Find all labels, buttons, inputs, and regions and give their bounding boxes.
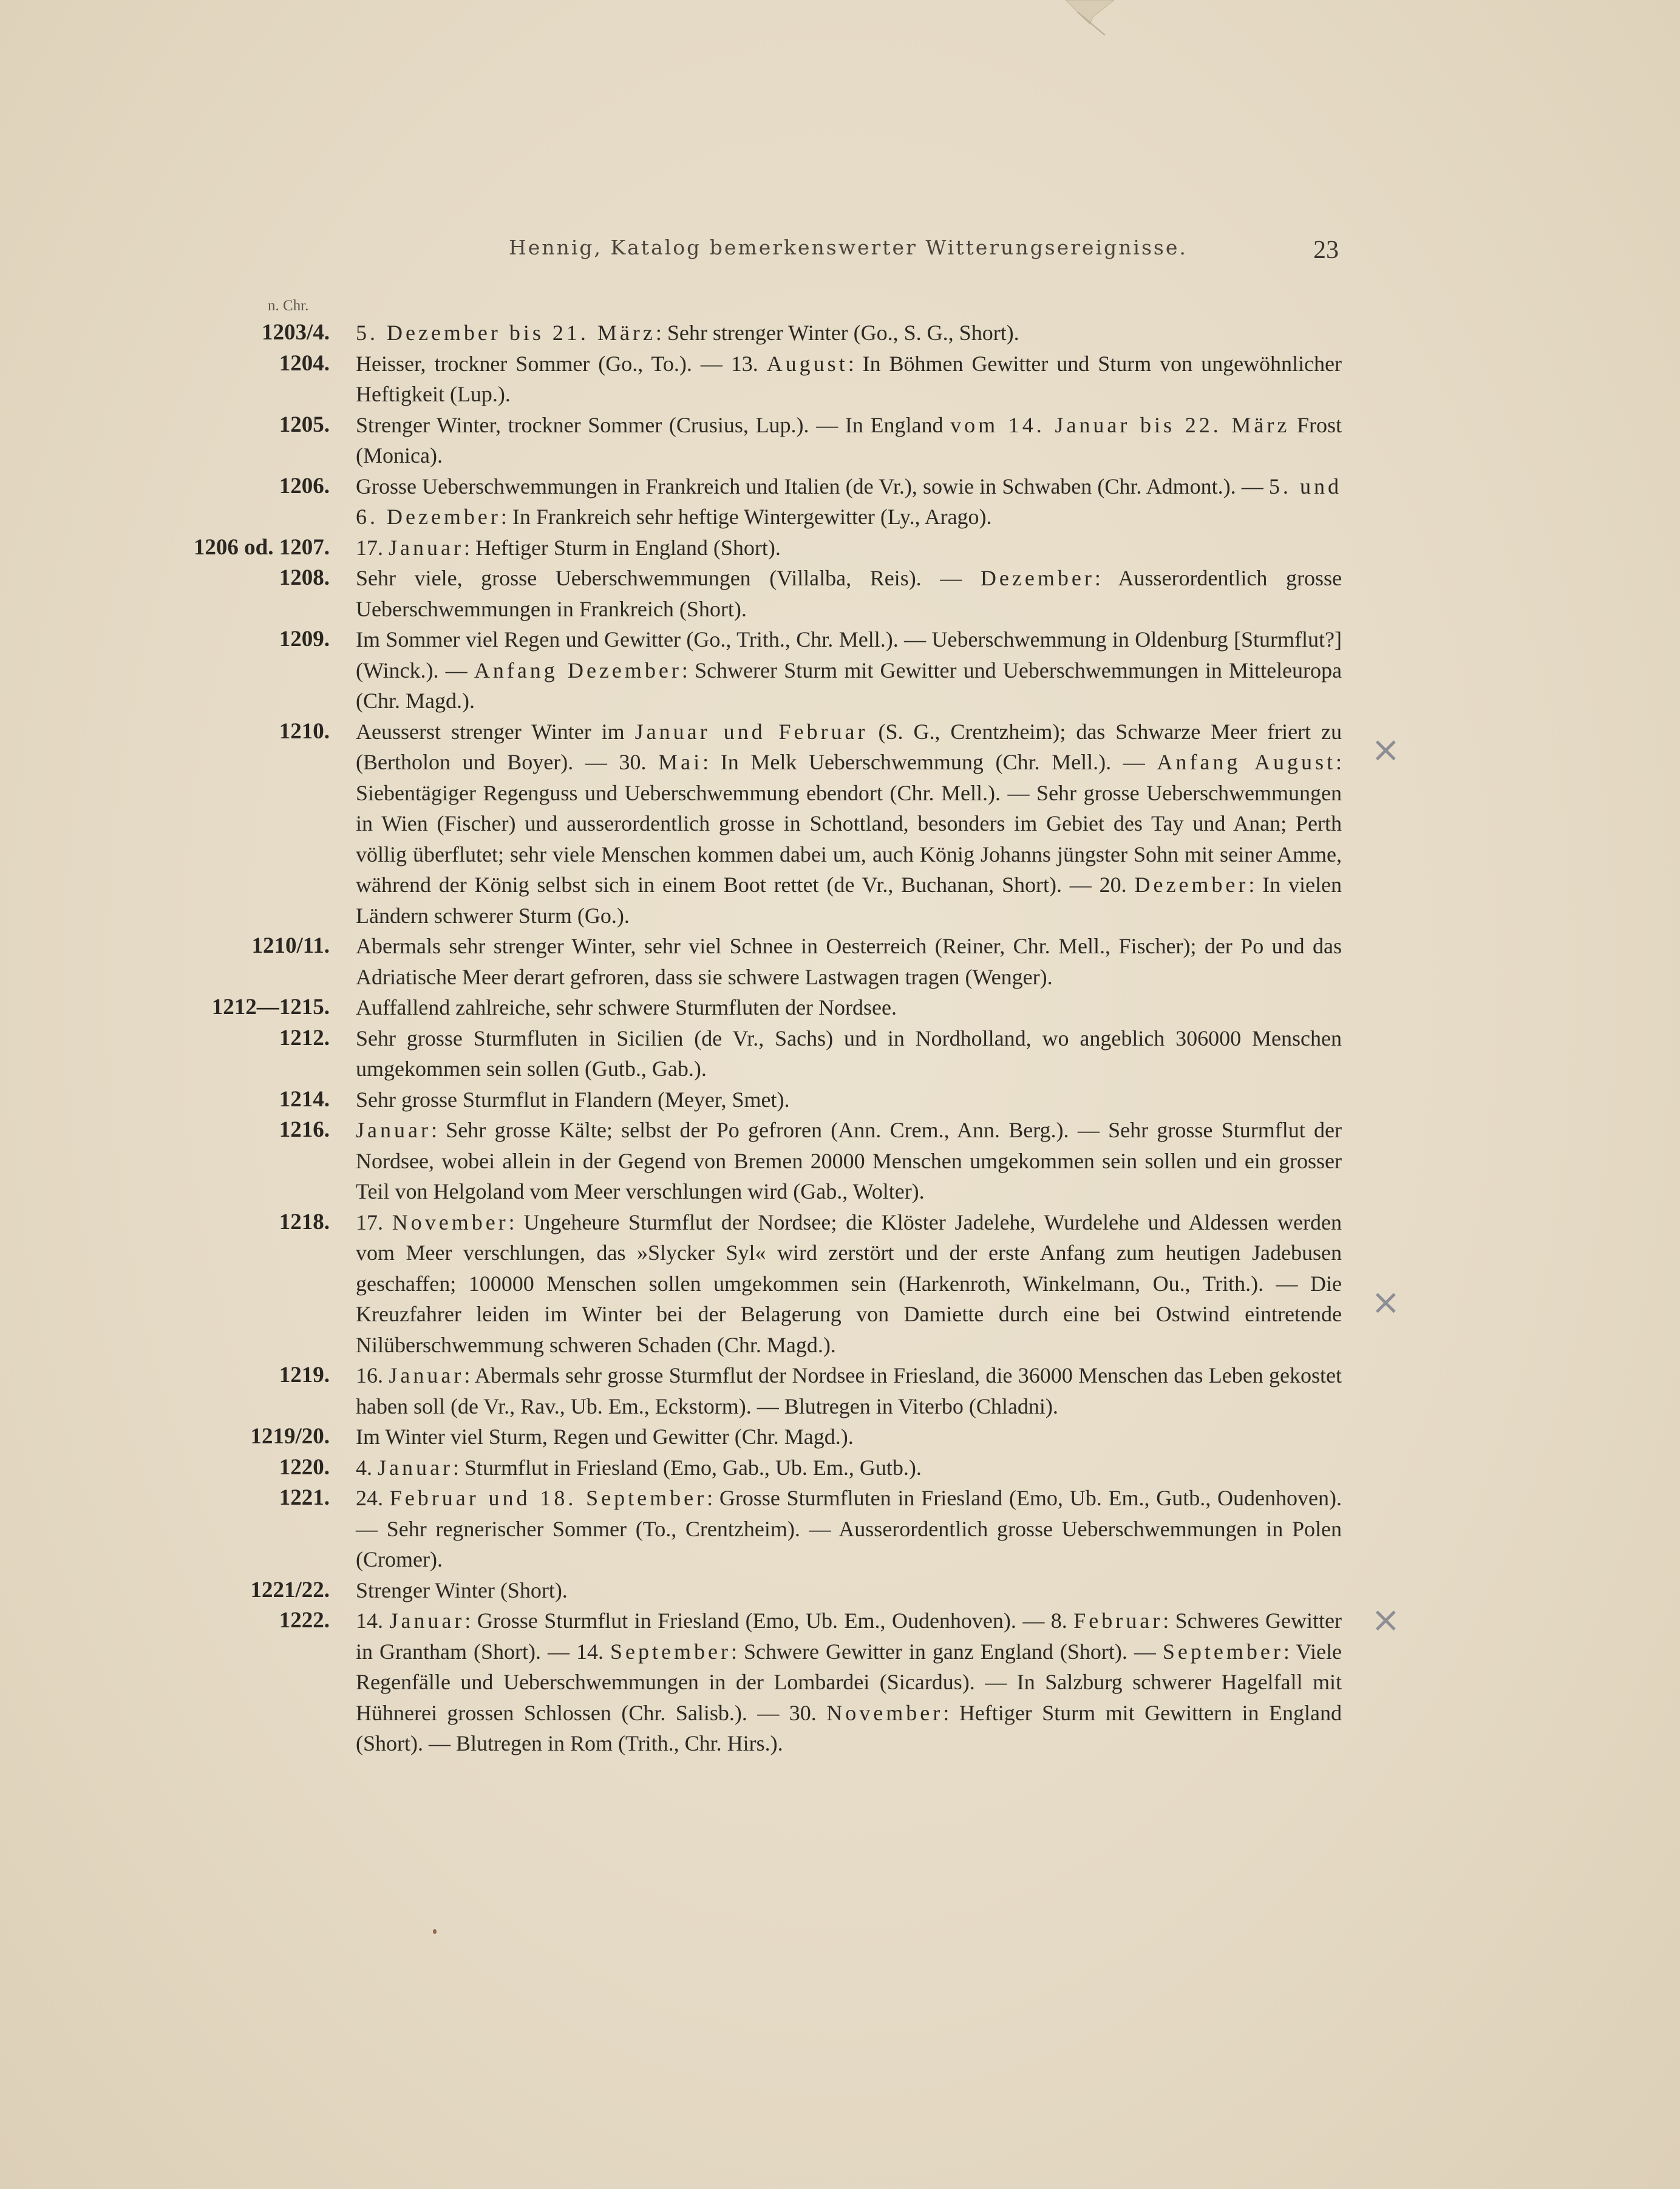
entry-year: 1210/11.	[251, 933, 330, 958]
entry-text-segment: : Schweres Gewitter in Grantham (Short). — 14.	[356, 1609, 1342, 1664]
spaced-date-text: Januar	[378, 1455, 453, 1480]
spaced-date-text: Dezember	[1134, 873, 1249, 897]
spaced-date-text: Februar und 18. September	[389, 1486, 707, 1510]
entry-text	[356, 931, 1342, 992]
entry-text-segment: : Heftiger Sturm mit Gewittern in England (Short). — Blutregen in Rom (Trith., Chr. Hirs.).	[356, 1700, 1342, 1755]
entry-text-segment: : Heftiger Sturm in England (Short).	[463, 535, 781, 560]
entry-15	[0, 1421, 1680, 1452]
spaced-date-text: Januar	[356, 1118, 431, 1142]
entry-text-segment: : Grosse Sturmflut in Friesland (Emo, Ub. Em., Oudenhoven). — 8.	[464, 1609, 1074, 1633]
entry-text-segment: (S. G., Crentzheim); das Schwarze Meer friert zu (Bertholon und Boyer). — 30.	[356, 719, 1342, 774]
entry-8	[0, 931, 1680, 992]
entry-text-segment: 17.	[356, 1210, 392, 1234]
entry-text	[356, 349, 1342, 410]
entry-text-segment: 16.	[356, 1363, 389, 1387]
entry-text-segment: : Sehr strenger Winter (Go., S. G., Short).	[655, 321, 1019, 345]
entry-text-segment: : Schwerer Sturm mit Gewitter und Ueberschwemmungen in Mitteleuropa (Chr. Magd.).	[356, 658, 1342, 713]
margin-cross-mark: ×	[1371, 1281, 1401, 1323]
entry-text	[356, 1084, 1342, 1115]
spaced-date-text: August	[766, 351, 848, 376]
entry-text-segment: Aeusserst strenger Winter im	[356, 719, 635, 744]
entry-0	[0, 318, 1680, 349]
entry-2	[0, 410, 1680, 471]
entry-year: 1221.	[279, 1485, 330, 1510]
spaced-date-text: vom 14. Januar bis 22. März	[950, 412, 1290, 437]
entry-text	[356, 1207, 1342, 1361]
entry-text-segment: : Schwere Gewitter in ganz England (Short). —	[730, 1639, 1163, 1664]
entry-text	[356, 1023, 1342, 1084]
entry-year: 1206 od. 1207.	[193, 534, 330, 560]
entry-6	[0, 624, 1680, 717]
entry-text-segment: Sehr grosse Sturmflut in Flandern (Meyer, Smet).	[356, 1087, 790, 1112]
entry-3	[0, 471, 1680, 533]
entry-4	[0, 533, 1680, 563]
entry-year: 1219/20.	[250, 1424, 330, 1449]
spaced-date-text: 5. Dezember bis 21. März	[356, 321, 656, 345]
entry-14	[0, 1360, 1680, 1421]
spaced-date-text: Februar	[1073, 1609, 1163, 1633]
entry-year: 1208.	[279, 565, 330, 590]
entry-text-segment: : Siebentägiger Regenguss und Ueberschwemmung ebendort (Chr. Mell.). — Sehr grosse Ueberschwemmungen in Wien (Fischer) und ausserordentlich grosse in Schottland, besonders im Gebiet des Tay und Anan; Perth völlig überflutet; sehr viele Menschen kommen dabei um, auch König Johanns jüngster Sohn mit seiner Amme, während der König selbst sich in einem Boot rettet (de Vr., Buchanan, Short). — 20.	[356, 750, 1342, 897]
entry-13	[0, 1207, 1680, 1361]
entry-text	[356, 1421, 1342, 1452]
entry-text-segment: Auffallend zahlreiche, sehr schwere Sturmfluten der Nordsee.	[356, 995, 897, 1020]
entry-text	[356, 1115, 1342, 1207]
entry-text-segment: Strenger Winter (Short).	[356, 1578, 568, 1602]
entry-year: 1221/22.	[250, 1577, 330, 1602]
entry-text	[356, 1575, 1342, 1606]
entry-text-segment: 17.	[356, 535, 389, 560]
entry-text-segment: Sehr viele, grosse Ueberschwemmungen (Villalba, Reis). —	[356, 566, 981, 590]
entry-year: 1205.	[279, 412, 330, 437]
spaced-date-text: Januar	[389, 535, 464, 560]
spaced-date-text: Dezember	[980, 566, 1095, 590]
entry-19	[0, 1605, 1680, 1759]
entry-text	[356, 410, 1342, 471]
entry-year: 1219.	[279, 1363, 330, 1387]
entry-10	[0, 1023, 1680, 1084]
era-label: n. Chr.	[268, 298, 309, 314]
entry-text-segment: Strenger Winter, trockner Sommer (Crusius, Lup.). — In England	[356, 412, 951, 437]
spaced-date-text: September	[1162, 1639, 1284, 1664]
entry-text	[356, 992, 1342, 1023]
entry-text	[356, 1605, 1342, 1759]
entry-year: 1214.	[279, 1086, 330, 1112]
entry-year: 1222.	[279, 1608, 330, 1633]
entry-text-segment: 4.	[356, 1455, 378, 1480]
entry-text-segment: : Sehr grosse Kälte; selbst der Po gefroren (Ann. Crem., Ann. Berg.). — Sehr grosse Sturmflut der Nordsee, wobei allein in der Gegend von Bremen 20000 Menschen umgekommen sein sollen und ein grosser Teil von Helgoland vom Meer verschlungen wird (Gab., Wolter).	[356, 1118, 1342, 1203]
entry-16	[0, 1452, 1680, 1483]
entry-year: 1218.	[279, 1209, 330, 1234]
entry-text	[356, 1452, 1342, 1483]
entry-18	[0, 1575, 1680, 1606]
entry-text-segment: : In Frankreich sehr heftige Wintergewitter (Ly., Arago).	[500, 505, 992, 529]
spaced-date-text: Anfang August	[1157, 750, 1336, 774]
paper-speck	[433, 1929, 437, 1934]
entry-text-segment: : Grosse Sturmfluten in Friesland (Emo, Ub. Em., Gutb., Oudenhoven). — Sehr regnerischer Sommer (To., Crentzheim). — Ausserordentlich grosse Ueberschwemmungen in Polen (Cromer).	[356, 1486, 1342, 1571]
entry-text	[356, 717, 1342, 931]
entry-text	[356, 318, 1342, 349]
entry-text-segment: : Ungeheure Sturmflut der Nordsee; die Klöster Jadelehe, Wurdelehe und Aldessen werden vom Meer verschlungen, das »Slycker Syl« wird zerstört und der erste Anfang zum heutigen Jadebusen geschaffen; 100000 Menschen sollen umgekommen sein (Harkenroth, Winkelmann, Ou., Trith.). — Die Kreuzfahrer leiden im Winter bei der Belagerung von Damiette durch eine bei Ostwind eintretende Nilüberschwemmung schweren Schaden (Chr. Magd.).	[356, 1210, 1342, 1357]
entry-text-segment: : In vielen Ländern schwerer Sturm (Go.).	[356, 873, 1342, 928]
entry-text-segment: : In Melk Ueberschwemmung (Chr. Mell.). —	[702, 750, 1157, 774]
entry-year: 1204.	[279, 350, 330, 376]
entry-text-segment: : In Böhmen Gewitter und Sturm von ungewöhnlicher Heftigkeit (Lup.).	[356, 351, 1342, 406]
entry-text-segment: : Sturmflut in Friesland (Emo, Gab., Ub. Em., Gutb.).	[452, 1455, 922, 1480]
paper-fold	[1056, 0, 1129, 43]
entry-year: 1206.	[279, 473, 330, 499]
entry-year: 1220.	[279, 1454, 330, 1480]
running-head	[0, 236, 1680, 272]
spaced-date-text: September	[610, 1639, 731, 1664]
entry-text-segment: Frost (Monica).	[356, 412, 1342, 468]
spaced-date-text: Mai	[658, 750, 703, 774]
entry-7	[0, 717, 1680, 931]
entry-year: 1210.	[279, 718, 330, 744]
margin-cross-mark: ×	[1371, 729, 1401, 770]
entry-text	[356, 1360, 1342, 1421]
entry-year: 1203/4.	[261, 320, 330, 345]
entry-9	[0, 992, 1680, 1023]
entry-5	[0, 563, 1680, 624]
entry-text	[356, 471, 1342, 533]
entry-year: 1216.	[279, 1117, 330, 1142]
entry-12	[0, 1115, 1680, 1207]
entry-text	[356, 1483, 1342, 1575]
spaced-date-text: November	[392, 1210, 509, 1234]
entry-text	[356, 533, 1342, 563]
entry-text-segment: Sehr grosse Sturmfluten in Sicilien (de Vr., Sachs) und in Nordholland, wo angeblich 306000 Menschen umgekommen sein sollen (Gutb., Gab.).	[356, 1026, 1342, 1081]
spaced-date-text: Januar und Februar	[634, 719, 868, 744]
entry-year: 1212.	[279, 1025, 330, 1050]
page-number: 23	[1313, 236, 1339, 264]
entry-text-segment: : Ausserordentlich grosse Ueberschwemmungen in Frankreich (Short).	[356, 566, 1342, 621]
spaced-date-text: 5. und 6. Dezember	[356, 474, 1342, 529]
spaced-date-text: Januar	[389, 1363, 464, 1387]
entry-1	[0, 349, 1680, 410]
entry-text-segment: Abermals sehr strenger Winter, sehr viel Schnee in Oesterreich (Reiner, Chr. Mell., Fischer); der Po und das Adriatische Meer derart gefroren, dass sie schwere Lastwagen tragen (Wenger).	[356, 934, 1342, 989]
entry-text-segment: Im Winter viel Sturm, Regen und Gewitter (Chr. Magd.).	[356, 1425, 854, 1449]
entry-year: 1209.	[279, 627, 330, 652]
entry-17	[0, 1483, 1680, 1575]
entry-text-segment: Im Sommer viel Regen und Gewitter (Go., Trith., Chr. Mell.). — Ueberschwemmung in Oldenburg [Sturmflut?] (Winck.). —	[356, 627, 1342, 683]
spaced-date-text: Januar	[389, 1609, 465, 1633]
entry-text-segment: Heisser, trockner Sommer (Go., To.). — 13.	[356, 351, 767, 376]
entry-text-segment: : Abermals sehr grosse Sturmflut der Nordsee in Friesland, die 36000 Menschen das Leben gekostet haben soll (de Vr., Rav., Ub. Em., Eckstorm). — Blutregen in Viterbo (Chladni).	[356, 1363, 1342, 1418]
entry-text	[356, 624, 1342, 717]
entry-11	[0, 1084, 1680, 1115]
spaced-date-text: November	[826, 1700, 944, 1725]
entry-text	[356, 563, 1342, 624]
entry-text-segment: 24.	[356, 1486, 390, 1510]
entry-list	[0, 318, 1680, 1759]
spaced-date-text: Anfang Dezember	[474, 658, 682, 683]
entry-year: 1212—1215.	[211, 995, 330, 1020]
margin-cross-mark: ×	[1371, 1599, 1401, 1640]
entry-text-segment: : Viele Regenfälle und Ueberschwemmungen in der Lombardei (Sicardus). — In Salzburg schwerer Hagelfall mit Hühnerei grossen Schlossen (Chr. Salisb.). — 30.	[356, 1639, 1342, 1725]
running-title: Hennig, Katalog bemerkenswerter Witterungsereignisse.	[509, 236, 1188, 259]
entry-text-segment: 14.	[356, 1609, 390, 1633]
entry-text-segment: Grosse Ueberschwemmungen in Frankreich und Italien (de Vr.), sowie in Schwaben (Chr. Admont.). —	[356, 474, 1269, 499]
